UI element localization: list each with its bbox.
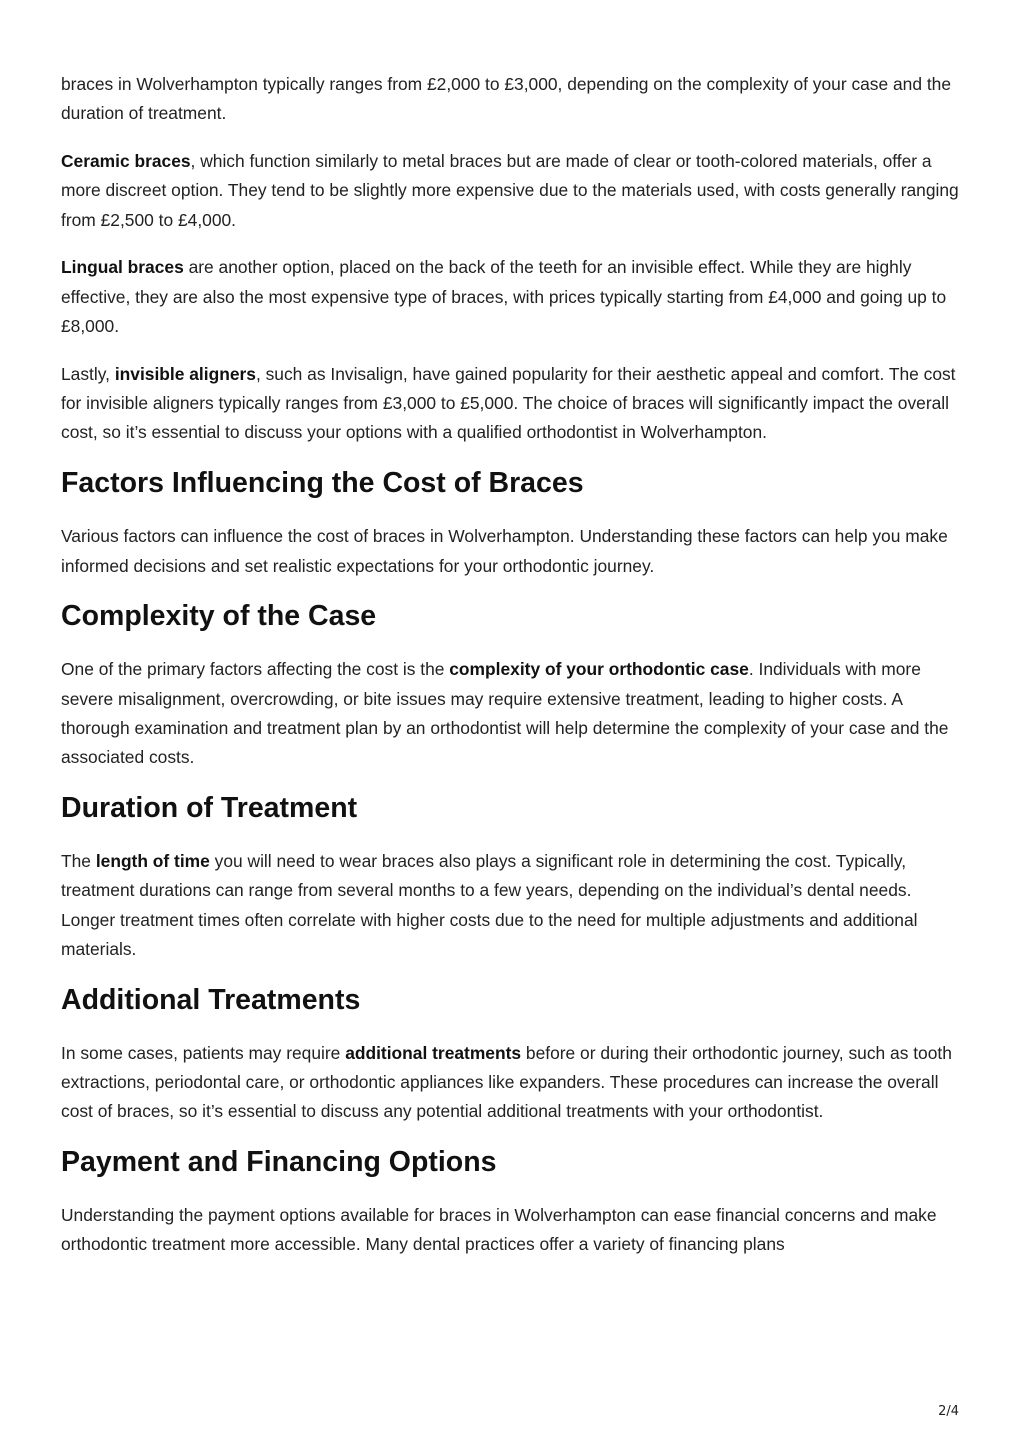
bold-term: additional treatments — [345, 1042, 522, 1063]
bold-term: Ceramic braces — [61, 151, 191, 172]
paragraph-payment — [61, 1201, 967, 1260]
paragraph-text: Lastly, — [61, 363, 115, 384]
paragraph-text: Understanding the payment options available for braces in Wolverhampton can ease financial concerns and make orthodontic treatment more accessible. Many dental practices offer a variety of financing plans — [61, 1205, 937, 1255]
paragraph-text: , such as Invisalign, have gained popularity for their aesthetic appeal and comfort. The cost for invisible aligners typically ranges from £3,000 to £5,000. The choice of braces will significantly impact the overall cost, so it’s essential to discuss your options with a qualified orthodontist in Wolverhampton. — [61, 363, 956, 443]
paragraph-text: braces in Wolverhampton typically ranges from £2,000 to £3,000, depending on the complexity of your case and the duration of treatment. — [61, 74, 952, 124]
bold-term: Lingual braces — [61, 257, 184, 278]
heading-duration: Duration of Treatment — [61, 792, 358, 825]
bold-term: length of time — [95, 851, 210, 872]
paragraph-metal-braces-cost — [61, 70, 967, 129]
bold-term: invisible aligners — [114, 363, 256, 384]
paragraph-text: In some cases, patients may require — [61, 1042, 346, 1063]
paragraph-text: One of the primary factors affecting the cost is the — [61, 659, 450, 680]
paragraph-text: are another option, placed on the back of the teeth for an invisible effect. While they are highly effective, they are also the most expensive type of braces, with prices typically starting from £4,000 and going up to £8,000. — [61, 257, 947, 337]
paragraph-text: you will need to wear braces also plays a significant role in determining the cost. Typically, treatment durations can range from several months to a few years, depending on the individual’s dental needs. Longer treatment times often correlate with higher costs due to the need for multiple adjustments and additional materials. — [61, 851, 918, 959]
heading-payment: Payment and Financing Options — [61, 1146, 497, 1179]
bold-term: complexity of your orthodontic case — [449, 659, 749, 680]
paragraph-text: Various factors can influence the cost of braces in Wolverhampton. Understanding these factors can help you make informed decisions and set realistic expectations for your orthodontic journey. — [61, 526, 948, 576]
paragraph-complexity — [61, 655, 967, 772]
paragraph-lingual-braces — [61, 253, 967, 341]
paragraph-text: . Individuals with more severe misalignment, overcrowding, or bite issues may require extensive treatment, leading to higher costs. A thorough examination and treatment plan by an orthodontist will help determine the complexity of your case and the associated costs. — [61, 659, 949, 768]
document-body — [61, 70, 967, 1278]
heading-complexity: Complexity of the Case — [61, 600, 377, 633]
paragraph-text: The — [61, 851, 96, 872]
page-number: 2/4 — [938, 1404, 959, 1419]
paragraph-text: , which function similarly to metal braces but are made of clear or tooth-colored materials, offer a more discreet option. They tend to be slightly more expensive due to the materials used, with costs generally ranging from £2,500 to £4,000. — [61, 151, 959, 230]
paragraph-text: before or during their orthodontic journey, such as tooth extractions, periodontal care, or orthodontic appliances like expanders. These procedures can increase the overall cost of braces, so it’s essential to discuss any potential additional treatments with your orthodontist. — [61, 1042, 952, 1122]
paragraph-ceramic-braces — [61, 147, 967, 235]
paragraph-additional-treatments — [61, 1039, 967, 1127]
heading-additional-treatments: Additional Treatments — [61, 983, 361, 1016]
paragraph-factors-intro — [61, 522, 967, 581]
heading-factors: Factors Influencing the Cost of Braces — [61, 467, 584, 500]
paragraph-duration — [61, 847, 967, 964]
paragraph-invisible-aligners — [61, 360, 967, 448]
